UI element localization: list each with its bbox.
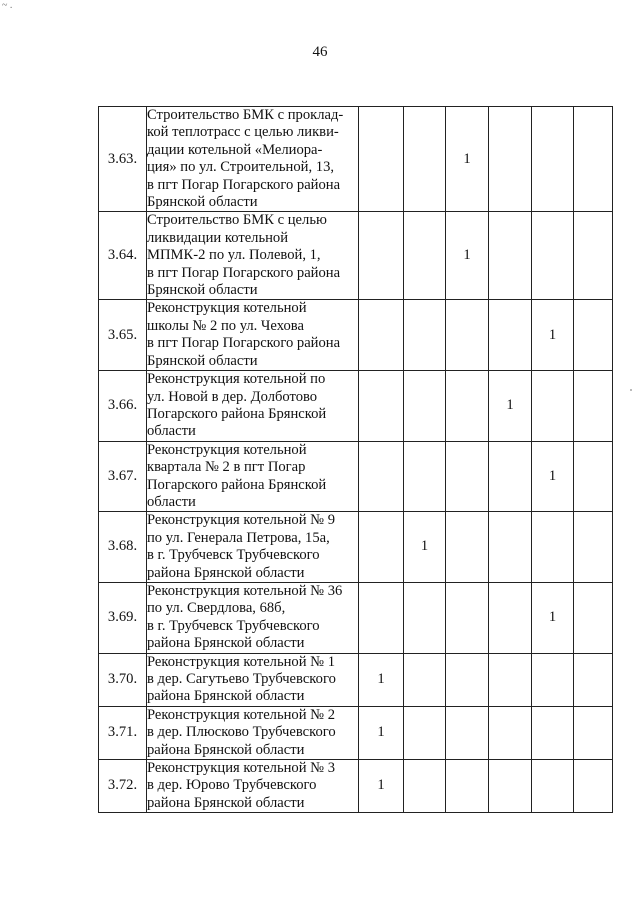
row-number: 3.66. <box>99 371 147 442</box>
table-row <box>99 441 613 512</box>
year-cell-2 <box>404 212 446 300</box>
table-row <box>99 300 613 371</box>
year-cell-2 <box>404 582 446 653</box>
table-row <box>99 653 613 706</box>
object-description <box>147 300 359 371</box>
year-cell-3 <box>446 441 489 512</box>
year-cell-3 <box>446 582 489 653</box>
year-cell-2 <box>404 371 446 442</box>
year-cell-5 <box>532 653 574 706</box>
scan-speck <box>630 389 632 391</box>
year-cell-1: 1 <box>359 706 404 759</box>
year-cell-4 <box>489 212 532 300</box>
description-line: квартала № 2 в пгт Погар <box>147 459 306 476</box>
description-line: района Брянской области <box>147 564 305 581</box>
row-number: 3.67. <box>99 441 147 512</box>
object-description <box>147 706 359 759</box>
year-cell-2: 1 <box>404 512 446 583</box>
row-number: 3.65. <box>99 300 147 371</box>
year-cell-1: 1 <box>359 653 404 706</box>
description-line: Брянской области <box>147 282 258 299</box>
year-cell-2 <box>404 441 446 512</box>
objects-table <box>98 106 613 813</box>
description-line: области <box>147 423 196 440</box>
year-cell-3 <box>446 300 489 371</box>
year-cell-6 <box>574 107 613 212</box>
year-cell-3 <box>446 512 489 583</box>
description-line: области <box>147 493 196 510</box>
year-cell-6 <box>574 212 613 300</box>
table-row <box>99 706 613 759</box>
object-description <box>147 512 359 583</box>
year-cell-6 <box>574 653 613 706</box>
table-row <box>99 582 613 653</box>
row-number: 3.68. <box>99 512 147 583</box>
description-line: Реконструкция котельной № 1 <box>147 653 336 670</box>
year-cell-2 <box>404 107 446 212</box>
description-line: района Брянской области <box>147 688 305 705</box>
table-row <box>99 760 613 813</box>
year-cell-2 <box>404 653 446 706</box>
description-line: Погарского района Брянской <box>147 476 327 493</box>
year-cell-1 <box>359 212 404 300</box>
year-cell-6 <box>574 512 613 583</box>
description-line: района Брянской области <box>147 794 305 811</box>
object-description <box>147 371 359 442</box>
year-cell-5 <box>532 371 574 442</box>
row-number: 3.72. <box>99 760 147 813</box>
table-row <box>99 212 613 300</box>
description-line: Строительство БМК с проклад- <box>147 107 344 123</box>
year-cell-3 <box>446 706 489 759</box>
year-cell-3: 1 <box>446 212 489 300</box>
description-line: ция» по ул. Строительной, 13, <box>147 159 335 176</box>
year-cell-3 <box>446 760 489 813</box>
description-line: Реконструкция котельной № 3 <box>147 760 336 777</box>
description-line: Реконструкция котельной № 36 <box>147 582 343 599</box>
year-cell-4 <box>489 441 532 512</box>
description-line: МПМК-2 по ул. Полевой, 1, <box>147 247 321 264</box>
object-description <box>147 760 359 813</box>
year-cell-5 <box>532 107 574 212</box>
row-number: 3.63. <box>99 107 147 212</box>
year-cell-3 <box>446 653 489 706</box>
year-cell-3 <box>446 371 489 442</box>
description-line: Реконструкция котельной по <box>147 371 326 388</box>
year-cell-4 <box>489 300 532 371</box>
object-description <box>147 212 359 300</box>
description-line: в пгт Погар Погарского района <box>147 335 341 352</box>
object-description <box>147 653 359 706</box>
year-cell-4 <box>489 512 532 583</box>
year-cell-4 <box>489 107 532 212</box>
year-cell-6 <box>574 582 613 653</box>
year-cell-6 <box>574 441 613 512</box>
description-line: Реконструкция котельной № 9 <box>147 512 336 529</box>
year-cell-3: 1 <box>446 107 489 212</box>
year-cell-5 <box>532 760 574 813</box>
year-cell-1: 1 <box>359 760 404 813</box>
description-line: по ул. Свердлова, 68б, <box>147 600 286 617</box>
object-description <box>147 441 359 512</box>
table-row <box>99 512 613 583</box>
description-line: в пгт Погар Погарского района <box>147 176 341 193</box>
row-number: 3.64. <box>99 212 147 300</box>
description-line: Реконструкция котельной № 2 <box>147 706 336 723</box>
year-cell-5: 1 <box>532 300 574 371</box>
year-cell-5 <box>532 706 574 759</box>
description-line: ул. Новой в дер. Долботово <box>147 388 318 405</box>
object-description <box>147 582 359 653</box>
year-cell-5: 1 <box>532 441 574 512</box>
table-body <box>99 107 613 813</box>
description-line: Строительство БМК с целью <box>147 212 327 229</box>
year-cell-2 <box>404 300 446 371</box>
year-cell-5 <box>532 512 574 583</box>
description-line: в дер. Юрово Трубчевского <box>147 777 317 794</box>
year-cell-4 <box>489 760 532 813</box>
year-cell-6 <box>574 300 613 371</box>
table-row <box>99 107 613 212</box>
description-line: в дер. Сагутьево Трубчевского <box>147 671 336 687</box>
description-line: Брянской области <box>147 194 258 211</box>
description-line: в пгт Погар Погарского района <box>147 264 341 281</box>
year-cell-5: 1 <box>532 582 574 653</box>
description-line: дации котельной «Мелиора- <box>147 141 323 158</box>
description-line: школы № 2 по ул. Чехова <box>147 317 304 334</box>
year-cell-1 <box>359 371 404 442</box>
year-cell-2 <box>404 760 446 813</box>
year-cell-1 <box>359 441 404 512</box>
row-number: 3.70. <box>99 653 147 706</box>
year-cell-1 <box>359 107 404 212</box>
row-number: 3.69. <box>99 582 147 653</box>
description-line: Погарского района Брянской <box>147 405 327 422</box>
year-cell-4 <box>489 706 532 759</box>
description-line: в г. Трубчевск Трубчевского <box>147 547 320 564</box>
year-cell-4 <box>489 653 532 706</box>
page-number: 46 <box>312 44 328 60</box>
table-row <box>99 371 613 442</box>
year-cell-2 <box>404 706 446 759</box>
description-line: ликвидации котельной <box>147 229 289 246</box>
description-line: кой теплотрасс с целью ликви- <box>147 124 339 141</box>
description-line: района Брянской области <box>147 635 305 652</box>
year-cell-1 <box>359 582 404 653</box>
year-cell-6 <box>574 706 613 759</box>
description-line: Реконструкция котельной <box>147 300 307 317</box>
year-cell-1 <box>359 300 404 371</box>
year-cell-4 <box>489 582 532 653</box>
object-description <box>147 107 359 212</box>
description-line: в г. Трубчевск Трубчевского <box>147 617 320 634</box>
description-line: Брянской области <box>147 352 258 369</box>
year-cell-6 <box>574 371 613 442</box>
description-line: района Брянской области <box>147 741 305 758</box>
row-number: 3.71. <box>99 706 147 759</box>
year-cell-6 <box>574 760 613 813</box>
year-cell-5 <box>532 212 574 300</box>
year-cell-4: 1 <box>489 371 532 442</box>
corner-mark: ~ . <box>2 0 13 11</box>
description-line: по ул. Генерала Петрова, 15а, <box>147 529 330 546</box>
description-line: Реконструкция котельной <box>147 441 307 458</box>
description-line: в дер. Плюсково Трубчевского <box>147 724 336 741</box>
year-cell-1 <box>359 512 404 583</box>
